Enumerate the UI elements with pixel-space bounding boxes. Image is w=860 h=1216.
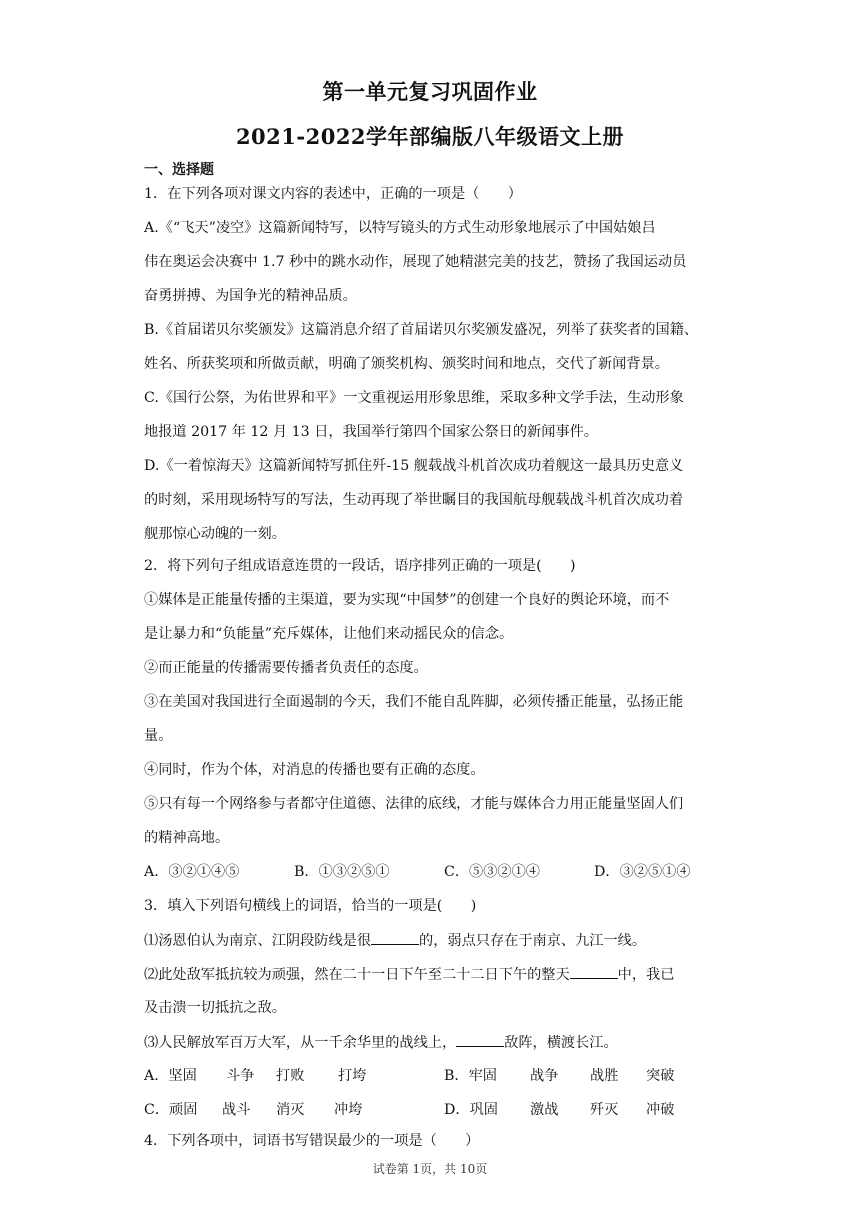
q1-option-d-line3: 舰那惊心动魄的一刻。 [144,526,286,542]
q2-sentence-3-line2: 量。 [144,728,173,744]
q3-sentence-2-line2: 及击溃一切抵抗之敌。 [144,1000,286,1016]
q2-sentence-1-line1: ①媒体是正能量传播的主渠道，要为实现“中国梦”的创建一个良好的舆论环境，而不 [144,592,670,608]
q1-option-b-line2: 姓名、所获奖项和所做贡献，明确了颁奖机构、颁奖时间和地点，交代了新闻背景。 [144,356,669,372]
question-1-stem: 1．在下列各项对课文内容的表述中，正确的一项是（ ） [144,186,522,202]
q3-option-d-word3: 歼灭 [590,1102,619,1118]
page-subtitle: 2021-2022学年部编版八年级语文上册 [235,124,625,149]
q2-option-c: C．⑤③②①④ [444,864,540,880]
q2-sentence-5-line2: 的精神高地。 [144,830,230,846]
q2-sentence-2: ②而正能量的传播需要传播者负责任的态度。 [144,660,428,676]
q1-option-a-line1: A.《“飞天”凌空》这篇新闻特写，以特写镜头的方式生动形象地展示了中国姑娘吕 [144,220,656,236]
q3-option-c-word3: 消灭 [276,1102,305,1118]
q3-sentence-2 [144,964,719,985]
q1-option-b-line1: B.《首届诺贝尔奖颁发》这篇消息介绍了首届诺贝尔奖颁发盛况，列举了获奖者的国籍、 [144,322,699,338]
q1-option-a-line2: 伟在奥运会决赛中 1.7 秒中的跳水动作，展现了她精湛完美的技艺，赞扬了我国运动员 [144,254,687,270]
q3-option-d-word4: 冲破 [646,1102,675,1118]
q2-sentence-5-line1: ⑤只有每一个网络参与者都守住道德、法律的底线，才能与媒体合力用正能量坚固人们 [144,796,684,812]
q2-option-a: A．③②①④⑤ [144,864,240,880]
q1-option-c-line1: C.《国行公祭，为佑世界和平》一文重视运用形象思维，采取多种文学手法，生动形象 [144,390,684,406]
fill-blank [570,964,618,979]
q1-option-d-line1: D.《一着惊海天》这篇新闻特写抓住歼-15 舰载战斗机首次成功着舰这一最具历史意义 [144,458,684,474]
question-3-stem: 3．填入下列语句横线上的词语，恰当的一项是( ) [144,898,477,914]
q3-option-c-word2: 战斗 [222,1102,251,1118]
q3-s3-before: ⑶人民解放军百万大军，从一千余华里的战线上， [144,1035,457,1051]
fill-blank [456,1032,504,1047]
q3-option-b-word3: 战胜 [590,1068,619,1084]
q3-option-d-label: D．巩固 [444,1102,498,1118]
q2-sentence-1-line2: 是让暴力和“负能量”充斥媒体，让他们来动摇民众的信念。 [144,626,514,642]
page-footer: 试卷第 1页，共 10页 [372,1162,488,1176]
q3-s3-after: 敌阵，横渡长江。 [504,1035,618,1051]
q3-option-b-word4: 突破 [646,1068,675,1084]
q3-s1-after: 的，弱点只存在于南京、九江一线。 [419,933,647,949]
section-heading: 一、选择题 [144,162,214,178]
q2-sentence-4: ④同时，作为个体，对消息的传播也要有正确的态度。 [144,762,485,778]
q3-option-a-word3: 打败 [276,1068,305,1084]
q3-option-b-word2: 战争 [530,1068,559,1084]
q1-option-d-line2: 的时刻，采用现场特写的写法，生动再现了举世瞩目的我国航母舰载战斗机首次成功着 [144,492,684,508]
q3-option-d-word2: 激战 [530,1102,559,1118]
fill-blank [371,930,419,945]
q3-option-a-word4: 打垮 [338,1068,367,1084]
q3-s2-before: ⑵此处敌军抵抗较为顽强，然在二十一日下午至二十二日下午的整天 [144,967,570,983]
q2-option-d: D．③②⑤①④ [594,864,691,880]
q1-option-a-line3: 奋勇拼搏、为国争光的精神品质。 [144,288,357,304]
q3-sentence-1 [144,930,719,951]
q2-sentence-3-line1: ③在美国对我国进行全面遏制的今天，我们不能自乱阵脚，必须传播正能量，弘扬正能 [144,694,684,710]
q3-s1-before: ⑴汤恩伯认为南京、江阴段防线是很 [144,933,372,949]
q3-option-c-word4: 冲垮 [334,1102,363,1118]
q2-option-b: B．①③②⑤① [294,864,390,880]
q3-sentence-3 [144,1032,719,1053]
q3-option-a-word2: 斗争 [226,1068,255,1084]
q3-s2-after: 中，我已 [617,967,675,983]
q3-option-c-label: C．顽固 [144,1102,198,1118]
question-4-stem: 4．下列各项中，词语书写错误最少的一项是（ ） [144,1133,480,1149]
q3-option-b-label: B．牢固 [444,1068,497,1084]
page-title: 第一单元复习巩固作业 [322,79,538,104]
q3-option-a-label: A．坚固 [144,1068,197,1084]
question-2-stem: 2．将下列句子组成语意连贯的一段话，语序排列正确的一项是( ) [144,558,576,574]
q1-option-c-line2: 地报道 2017 年 12 月 13 日，我国举行第四个国家公祭日的新闻事件。 [144,424,598,440]
